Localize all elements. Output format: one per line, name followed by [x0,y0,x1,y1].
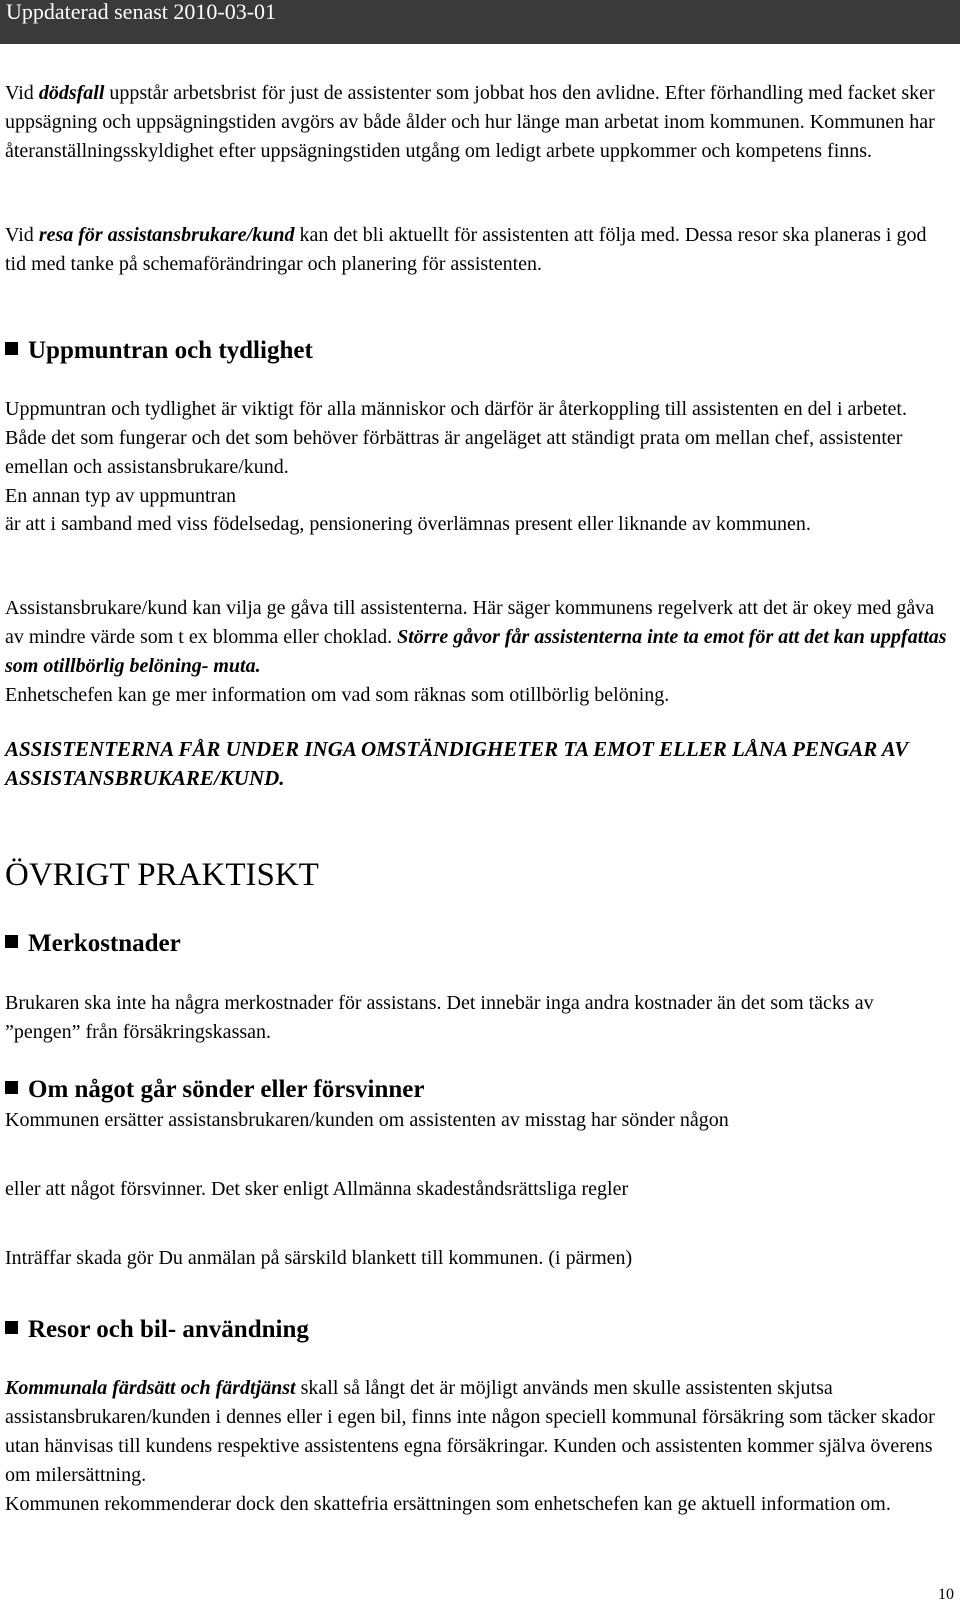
text: uppstår arbetsbrist för just de assistenter som jobbat hos den avlidne. Efter förhandling med facket sker uppsägning och uppsägningstiden avgörs av både ålder och hur länge man arbetat inom kommunen. Kommunen har återanställningsskyldighet efter uppsägningstiden utgång om ledigt arbete uppkommer och kompetens finns. [5,82,935,162]
text: skall så långt det är möjligt används men skulle assistenten skjutsa assistansbrukaren/kunden i dennes eller i egen bil, finns inte någon speciell kommunal försäkring som täcker skador utan hänvisas till kundens respektive assistentens egna försäkringar. Kunden och assistenten kommer själva överens om milersättning. [5,1377,935,1486]
warning-caps: ASSISTENTERNA FÅR UNDER INGA OMSTÄNDIGHETER TA EMOT ELLER LÅNA PENGAR AV ASSISTANSBRUKARE/KUND. [5,737,908,790]
emphasis: resa för assistansbrukare/kund [38,224,295,246]
text: kan det bli aktuellt för assistenten att följa med. Dessa resor ska planeras i god tid med tanke på schemaförändringar och planering för assistenten. [5,224,927,275]
text: Vid [5,224,39,246]
text: Vid [5,82,39,104]
square-bullet-icon [5,935,18,948]
heading-text: Om något går sönder eller försvinner [28,1076,425,1103]
square-bullet-icon [5,1321,18,1334]
emphasis: Större gåvor får assistenterna inte ta emot för att det kan uppfattas som otillbörlig belöning- muta. [5,626,947,677]
heading-resor [5,1315,309,1345]
heading-merkostnader [5,929,181,959]
text: Kommunen rekommenderar dock den skattefria ersättningen som enhetschefen kan ge aktuell information om. [5,1493,891,1515]
paragraph-fodelsedag: är att i samband med viss födelsedag, pensionering överlämnas present eller liknande av kommunen. [5,513,811,535]
heading-text: Merkostnader [28,930,181,957]
paragraph-dodsfall [5,79,950,166]
paragraph-forsvinner: eller att något försvinner. Det sker enligt Allmänna skadeståndsrättsliga regler [5,1178,629,1200]
heading-sonder [5,1075,425,1105]
paragraph-merkostnader: Brukaren ska inte ha några merkostnader för assistans. Det innebär inga andra kostnader än det som täcks av ”pengen” från försäkringskassan. [5,992,874,1043]
text: Enhetschefen kan ge mer information om vad som räknas som otillbörlig belöning. [5,684,670,706]
square-bullet-icon [5,1081,18,1094]
page-number: 10 [938,1586,954,1603]
heading-ovrigt-praktiskt: ÖVRIGT PRAKTISKT [5,857,319,893]
paragraph-annan-typ: En annan typ av uppmuntran [5,485,237,507]
paragraph-resa [5,221,950,279]
heading-text: Uppmuntran och tydlighet [28,337,313,364]
paragraph-skada: Inträffar skada gör Du anmälan på särskild blankett till kommunen. (i pärmen) [5,1247,633,1269]
emphasis: dödsfall [38,82,105,104]
heading-text: Resor och bil- användning [28,1316,309,1343]
heading-uppmuntran [5,336,313,366]
text: Assistansbrukare/kund kan vilja ge gåva till assistenterna. Här säger kommunens regelverk att det är okey med gåva av mindre värde som t ex blomma eller choklad. [5,597,935,648]
paragraph-resor [5,1374,950,1519]
square-bullet-icon [5,342,18,355]
paragraph-gava [5,594,950,710]
emphasis: Kommunala färdsätt och färdtjänst [5,1377,296,1399]
page-header: Uppdaterad senast 2010-03-01 [0,0,960,44]
paragraph-ersatter: Kommunen ersätter assistansbrukaren/kunden om assistenten av misstag har sönder någon [5,1109,729,1131]
paragraph-uppmuntran: Uppmuntran och tydlighet är viktigt för alla människor och därför är återkoppling till assistenten en del i arbetet. Både det som fungerar och det som behöver förbättras är angeläget att ständigt prata om mellan chef, assistenter emellan och assistansbrukare/kund. [5,398,907,478]
